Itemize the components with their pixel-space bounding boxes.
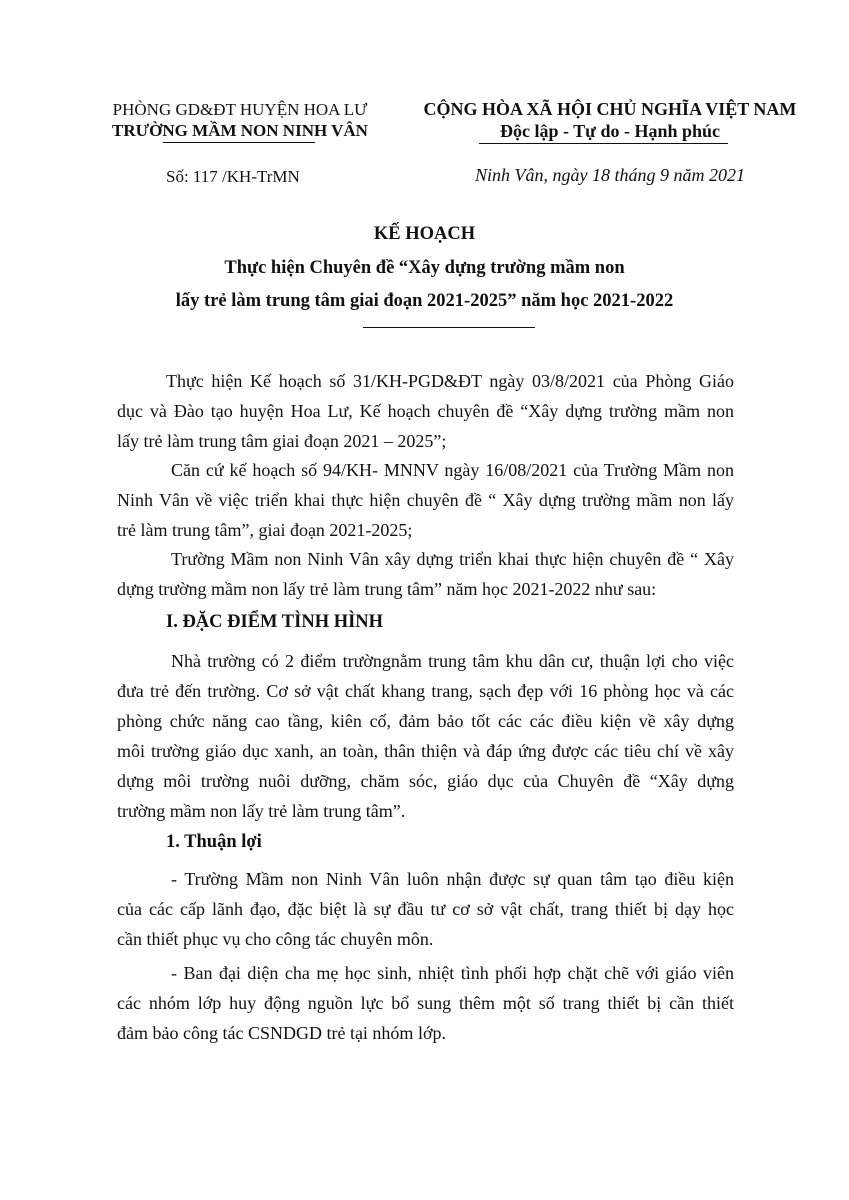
text-line: Căn cứ kế hoạch số 94/KH- MNNV ngày 16/08/2021 của Trường Mầm non xyxy=(171,460,734,480)
motto-underline xyxy=(479,143,728,144)
title-line-1: Thực hiện Chuyên đề “Xây dựng trường mầm non xyxy=(224,258,625,278)
text-line: dựng trường mầm non lấy trẻ làm trung tâm” năm học 2021-2022 như sau: xyxy=(117,579,657,599)
text-line: dựng môi trường nuôi dưỡng, chăm sóc, giáo dục của Chuyên đề “Xây dựng xyxy=(117,771,734,791)
document-type: KẾ HOẠCH xyxy=(373,224,476,244)
place-date: Ninh Vân, ngày 18 tháng 9 năm 2021 xyxy=(475,165,745,185)
text-line: Trường Mầm non Ninh Vân xây dựng triển khai thực hiện chuyên đề “ Xây xyxy=(171,549,734,569)
situation-paragraph xyxy=(117,646,734,826)
title-line-2: lấy trẻ làm trung tâm giai đoạn 2021-2025” năm học 2021-2022 xyxy=(175,291,674,311)
title-divider xyxy=(363,327,535,328)
text-line: trẻ làm trung tâm”, giai đoạn 2021-2025; xyxy=(117,520,413,540)
intro-paragraph-1 xyxy=(117,366,734,456)
text-line: đảm bảo công tác CSNDGD trẻ tại nhóm lớp. xyxy=(117,1023,446,1043)
school-name-underline xyxy=(163,142,315,143)
text-line: của các cấp lãnh đạo, đặc biệt là sự đầu tư cơ sở vật chất, trang thiết bị dạy học xyxy=(117,899,734,919)
intro-paragraph-2 xyxy=(117,455,734,545)
advantage-paragraph-1 xyxy=(117,864,734,954)
text-line: - Ban đại diện cha mẹ học sinh, nhiệt tình phối hợp chặt chẽ với giáo viên xyxy=(171,963,734,983)
text-line: cần thiết phục vụ cho công tác chuyên môn. xyxy=(117,929,434,949)
advantage-paragraph-2 xyxy=(117,958,734,1048)
text-line: lấy trẻ làm trung tâm giai đoạn 2021 – 2025”; xyxy=(117,431,447,451)
intro-paragraph-3 xyxy=(117,544,734,604)
text-line: đưa trẻ đến trường. Cơ sở vật chất khang trang, sạch đẹp với 16 phòng học và các xyxy=(117,681,734,701)
text-line: dục và Đào tạo huyện Hoa Lư, Kế hoạch chuyên đề “Xây dựng trường mầm non xyxy=(117,401,734,421)
country-name: CỘNG HÒA XÃ HỘI CHỦ NGHĨA VIỆT NAM xyxy=(423,99,797,119)
text-line: trường mầm non lấy trẻ làm trung tâm”. xyxy=(117,801,406,821)
text-line: Thực hiện Kế hoạch số 31/KH-PGD&ĐT ngày 03/8/2021 của Phòng Giáo xyxy=(166,371,734,391)
national-motto: Độc lập - Tự do - Hạnh phúc xyxy=(499,121,721,141)
school-name: TRƯỜNG MẦM NON NINH VÂN xyxy=(112,121,368,140)
text-line: phòng chức năng cao tầng, kiên cố, đảm bảo tốt các các điều kiện về xây dựng xyxy=(117,711,734,731)
text-line: các nhóm lớp huy động nguồn lực bổ sung thêm một số trang thiết bị cần thiết xyxy=(117,993,734,1013)
department-name: PHÒNG GD&ĐT HUYỆN HOA LƯ xyxy=(112,100,368,119)
text-line: Nhà trường có 2 điểm trườngnằm trung tâm khu dân cư, thuận lợi cho việc xyxy=(171,651,734,671)
subsection-heading: 1. Thuận lợi xyxy=(166,832,262,852)
text-line: Ninh Vân về việc triển khai thực hiện chuyên đề “ Xây dựng trường mầm non lấy xyxy=(117,490,734,510)
text-line: - Trường Mầm non Ninh Vân luôn nhận được sự quan tâm tạo điều kiện xyxy=(171,869,734,889)
document-number: Số: 117 /KH-TrMN xyxy=(166,167,300,186)
text-line: môi trường giáo dục xanh, an toàn, thân thiện và đáp ứng được các tiêu chí về xây xyxy=(117,741,734,761)
section-heading: I. ĐẶC ĐIỂM TÌNH HÌNH xyxy=(166,612,384,632)
